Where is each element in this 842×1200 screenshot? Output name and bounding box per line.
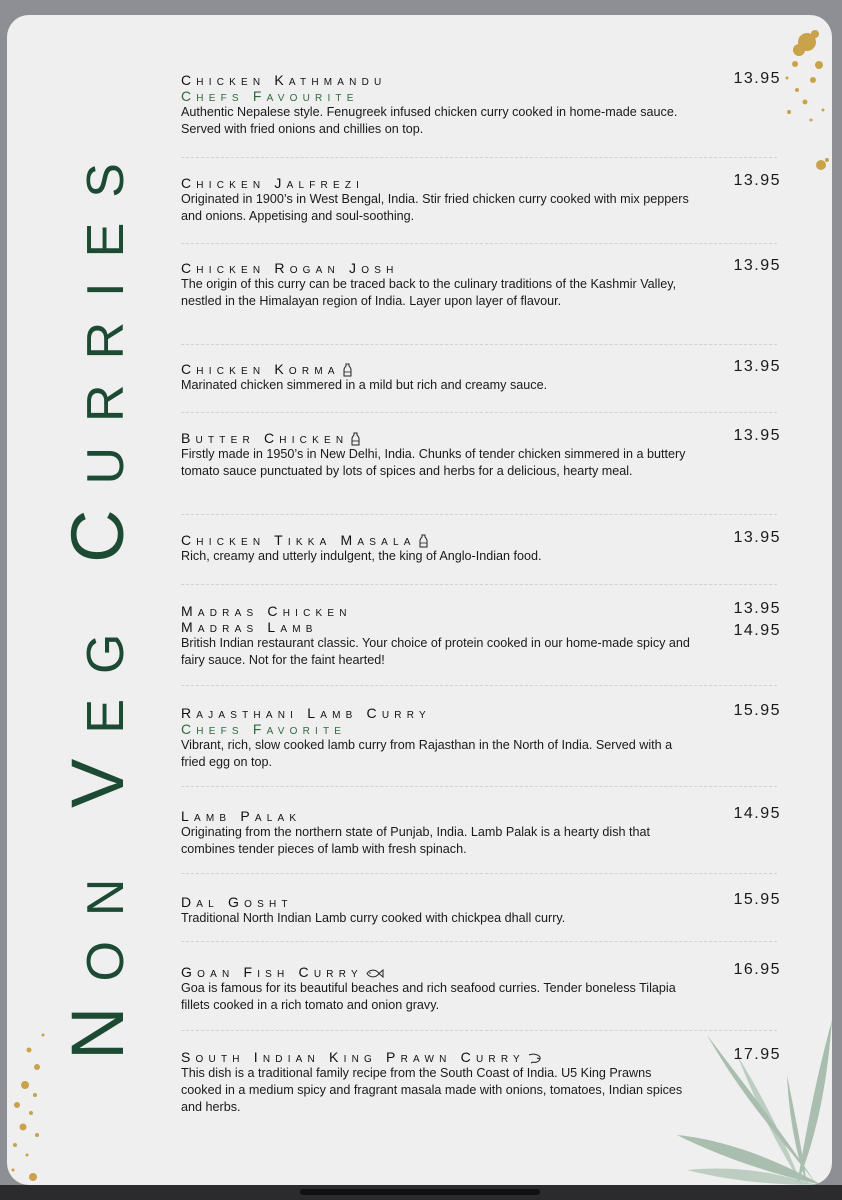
divider [181, 514, 777, 515]
menu-item [181, 805, 781, 858]
menu-item [181, 891, 781, 927]
item-price-alt: 14.95 [733, 622, 781, 639]
menu-item [181, 72, 781, 138]
item-name-text: Chicken Korma [181, 361, 340, 377]
item-description: Rich, creamy and utterly indulgent, the king of Anglo-Indian food. [181, 549, 542, 563]
item-description: Vibrant, rich, slow cooked lamb curry from Rajasthan in the North of India. Served with a fried egg on top. [181, 738, 673, 769]
divider [181, 157, 777, 158]
item-description: Originating from the northern state of Punjab, India. Lamb Palak is a hearty dish that combines tender pieces of lamb with fresh spinach. [181, 825, 651, 856]
item-price: 14.95 [733, 805, 781, 822]
divider [181, 786, 777, 787]
divider [181, 1030, 777, 1031]
item-price: 15.95 [733, 702, 781, 719]
menu-item [181, 529, 781, 565]
divider [181, 941, 777, 942]
divider [181, 412, 777, 413]
item-subtitle: Chefs Favorite [181, 721, 347, 737]
item-description: Goa is famous for its beautiful beaches and rich seafood curries. Tender boneless Tilapia fillets cooked in a rich tomato and onion gravy. [181, 981, 676, 1012]
fish-icon [366, 968, 384, 979]
item-description: This dish is a traditional family recipe from the South Coast of India. U5 King Prawns cooked in a medium spicy and fragrant masala made with onions, tomatoes, Indian spices and herbs. [181, 1066, 683, 1114]
menu-item [181, 172, 781, 225]
item-price: 13.95 [733, 257, 781, 274]
item-price: 16.95 [733, 961, 781, 978]
item-price: 13.95 [733, 427, 781, 444]
item-name-text: South Indian King Prawn Curry [181, 1049, 525, 1065]
item-name: Madras Chicken [181, 603, 352, 619]
item-subtitle: Chefs Favourite [181, 88, 359, 104]
item-description: Originated in 1900’s in West Bengal, India. Stir fried chicken curry cooked with mix peppers and onions. Appetising and soul-soothing. [181, 192, 689, 223]
menu-item [181, 600, 781, 669]
item-price: 15.95 [733, 891, 781, 908]
item-name [181, 532, 781, 548]
item-name [181, 361, 781, 377]
item-price: 13.95 [733, 358, 781, 375]
menu-item [181, 358, 781, 394]
menu-item [181, 1046, 781, 1116]
item-description: British Indian restaurant classic. Your choice of protein cooked in our home-made spicy and fairy sauce. Not for the faint hearted! [181, 636, 690, 667]
prawn-icon [528, 1053, 542, 1064]
divider [181, 243, 777, 244]
item-name-text: Chicken Tikka Masala [181, 532, 416, 548]
section-title: Non Veg Curries [55, 138, 139, 1060]
item-name [181, 1049, 781, 1065]
divider [181, 584, 777, 585]
item-price: 13.95 [733, 529, 781, 546]
divider [181, 344, 777, 345]
item-description: Marinated chicken simmered in a mild but rich and creamy sauce. [181, 378, 548, 392]
gold-splatter-bottom [7, 995, 57, 1185]
divider [181, 685, 777, 686]
item-name: Chicken Jalfrezi [181, 175, 365, 191]
milk-bottle-icon [351, 432, 360, 446]
divider [181, 873, 777, 874]
item-name [181, 430, 781, 446]
menu-item [181, 257, 781, 310]
milk-bottle-icon [419, 534, 428, 548]
item-name-text: Goan Fish Curry [181, 964, 363, 980]
item-description: The origin of this curry can be traced back to the culinary traditions of the Kashmir Valley, nestled in the Himalayan region of India. Layer upon layer of flavour. [181, 277, 677, 308]
menu-card [7, 15, 832, 1185]
item-price: 13.95 [733, 70, 781, 87]
item-name: Dal Gosht [181, 894, 293, 910]
item-name-alt: Madras Lamb [181, 619, 318, 635]
item-name: Rajasthani Lamb Curry [181, 705, 431, 721]
item-name: Lamb Palak [181, 808, 302, 824]
item-name [181, 964, 781, 980]
item-name: Chicken Rogan Josh [181, 260, 399, 276]
item-name: Chicken Kathmandu [181, 72, 387, 88]
menu-item [181, 961, 781, 1014]
item-description: Firstly made in 1950’s in New Delhi, India. Chunks of tender chicken simmered in a buttery tomato sauce punctuated by lots of spices and herbs for a delicious, hearty meal. [181, 447, 686, 478]
menu-item [181, 427, 781, 480]
menu-item [181, 702, 781, 771]
item-price: 17.95 [733, 1046, 781, 1063]
item-price: 13.95 [733, 600, 781, 617]
milk-bottle-icon [343, 363, 352, 377]
item-description: Authentic Nepalese style. Fenugreek infused chicken curry cooked in home-made sauce. Served with fried onions and chillies on top. [181, 105, 678, 136]
item-name-text: Butter Chicken [181, 430, 349, 446]
item-price: 13.95 [733, 172, 781, 189]
item-description: Traditional North Indian Lamb curry cooked with chickpea dhall curry. [181, 911, 566, 925]
scroll-handle[interactable] [300, 1189, 540, 1195]
